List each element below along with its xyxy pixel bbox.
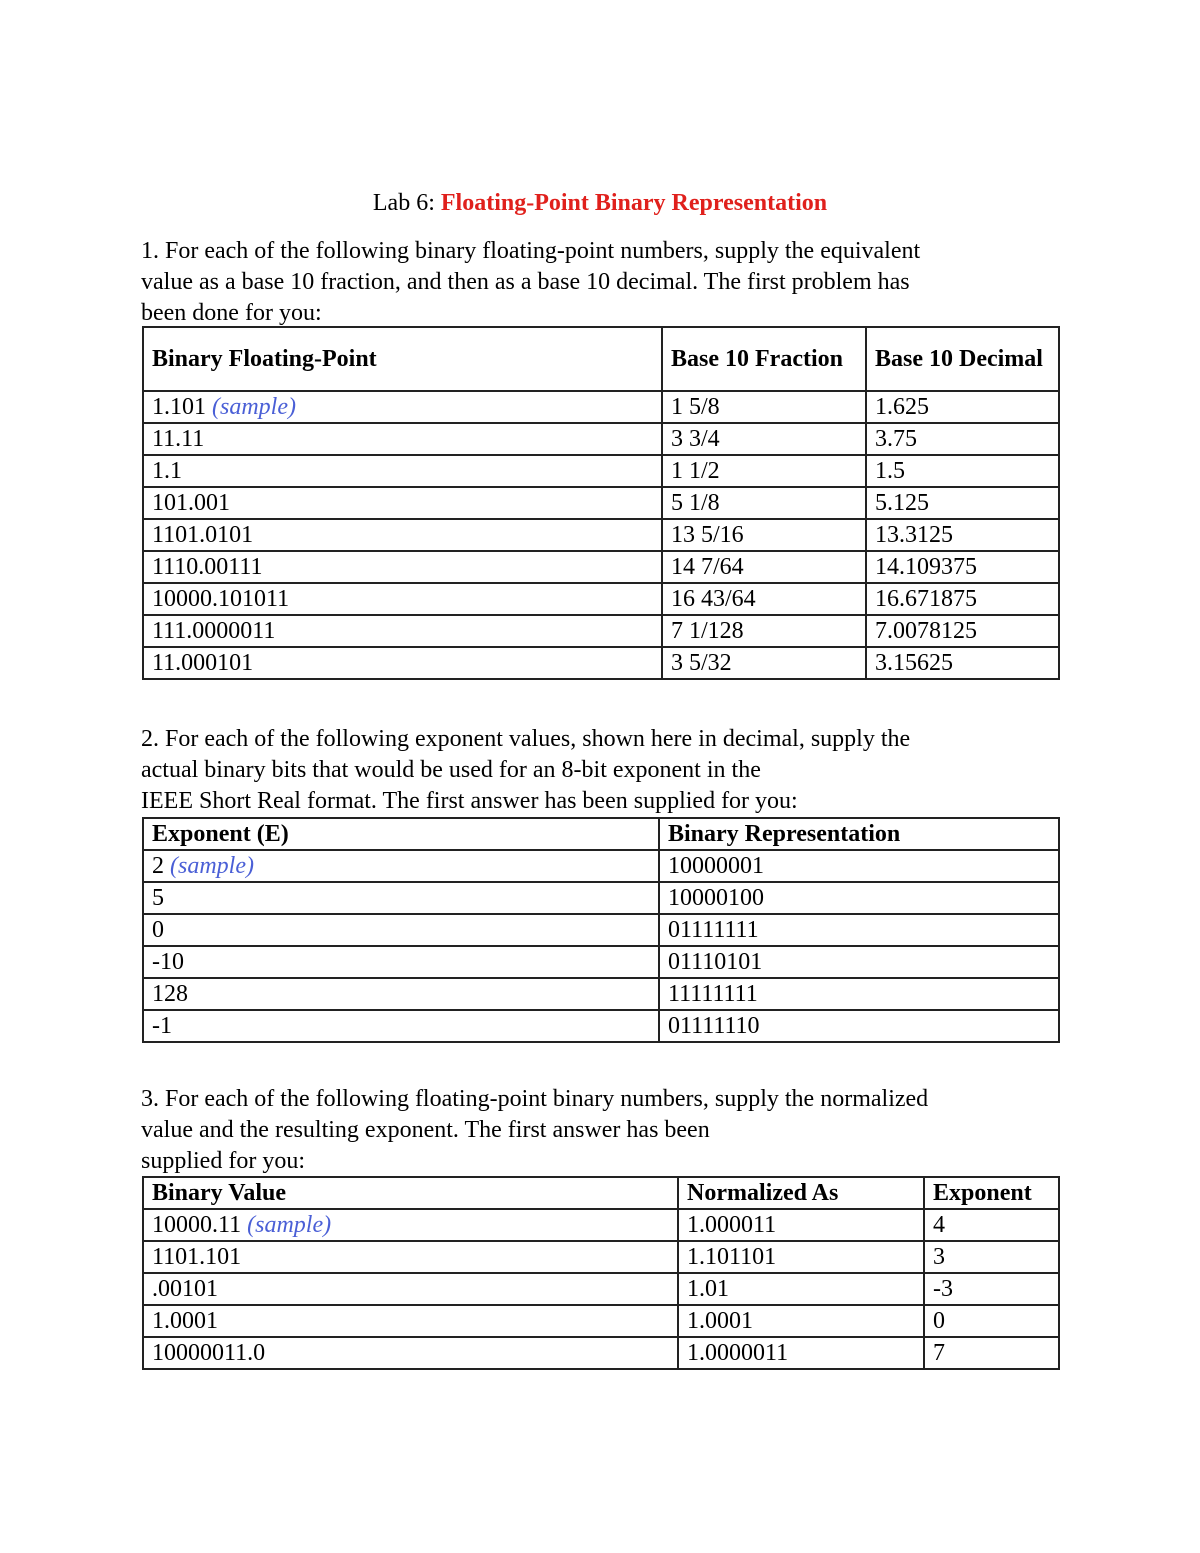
binary-representation-cell: 01111110 — [659, 1010, 1059, 1042]
table-row — [143, 1241, 1059, 1273]
sample-label: (sample) — [212, 394, 296, 420]
decimal-cell: 7.0078125 — [866, 615, 1059, 647]
table-row — [143, 882, 1059, 914]
binary-cell: 11.000101 — [143, 647, 662, 679]
fraction-cell: 7 1/128 — [662, 615, 866, 647]
binary-value-cell: 1.0001 — [143, 1305, 678, 1337]
exponent-cell: 7 — [924, 1337, 1059, 1369]
table-row — [143, 1305, 1059, 1337]
sample-label: (sample) — [247, 1212, 332, 1238]
binary-representation-cell: 01111111 — [659, 914, 1059, 946]
decimal-cell: 14.109375 — [866, 551, 1059, 583]
normalized-cell: 1.01 — [678, 1273, 924, 1305]
exponent-cell: -1 — [143, 1010, 659, 1042]
decimal-cell: 13.3125 — [866, 519, 1059, 551]
question-line: been done for you: — [141, 300, 322, 326]
normalized-cell: 1.0001 — [678, 1305, 924, 1337]
table-row — [143, 1337, 1059, 1369]
decimal-cell: 3.75 — [866, 423, 1059, 455]
binary-representation-cell: 01110101 — [659, 946, 1059, 978]
header-exponent: Exponent — [924, 1177, 1059, 1209]
exponent-cell — [143, 850, 659, 882]
page-title — [0, 186, 1200, 220]
exponent-table — [142, 817, 1060, 1043]
table-row — [143, 455, 1059, 487]
binary-cell: 10000.101011 — [143, 583, 662, 615]
question-1-text — [141, 236, 1061, 329]
normalized-cell: 1.101101 — [678, 1241, 924, 1273]
normalized-cell: 1.0000011 — [678, 1337, 924, 1369]
fraction-cell: 14 7/64 — [662, 551, 866, 583]
question-line: 3. For each of the following floating-point binary numbers, supply the normalized — [141, 1086, 929, 1112]
header-base10-fraction: Base 10 Fraction — [662, 327, 866, 391]
table-row — [143, 391, 1059, 423]
normalization-table — [142, 1176, 1060, 1370]
decimal-cell: 3.15625 — [866, 647, 1059, 679]
binary-value: 10000.11 — [152, 1212, 242, 1238]
question-line: supplied for you: — [141, 1148, 305, 1174]
title-prefix: Lab 6: — [372, 190, 435, 216]
binary-cell: 1110.00111 — [143, 551, 662, 583]
header-binary-value: Binary Value — [143, 1177, 678, 1209]
exponent-cell: 0 — [924, 1305, 1059, 1337]
binary-cell: 111.0000011 — [143, 615, 662, 647]
header-binary-representation: Binary Representation — [659, 818, 1059, 850]
binary-cell: 101.001 — [143, 487, 662, 519]
decimal-cell: 1.5 — [866, 455, 1059, 487]
header-base10-decimal: Base 10 Decimal — [866, 327, 1059, 391]
table-row — [143, 850, 1059, 882]
binary-value: 1.101 — [152, 394, 206, 420]
fraction-cell: 1 1/2 — [662, 455, 866, 487]
table-row — [143, 946, 1059, 978]
question-line: 1. For each of the following binary floating-point numbers, supply the equivalent — [141, 238, 921, 264]
fraction-cell: 5 1/8 — [662, 487, 866, 519]
header-normalized-as: Normalized As — [678, 1177, 924, 1209]
binary-cell: 1.1 — [143, 455, 662, 487]
table-row — [143, 1273, 1059, 1305]
binary-cell: 1101.0101 — [143, 519, 662, 551]
exponent-value: 2 — [152, 853, 164, 879]
binary-representation-cell: 11111111 — [659, 978, 1059, 1010]
question-line: value as a base 10 fraction, and then as a base 10 decimal. The first problem has — [141, 269, 910, 295]
table-row — [143, 519, 1059, 551]
exponent-cell: 0 — [143, 914, 659, 946]
binary-value-cell: 1101.101 — [143, 1241, 678, 1273]
normalized-cell: 1.000011 — [678, 1209, 924, 1241]
exponent-cell: 4 — [924, 1209, 1059, 1241]
binary-value-cell — [143, 1209, 678, 1241]
exponent-cell: 5 — [143, 882, 659, 914]
header-binary-floating-point: Binary Floating-Point — [143, 327, 662, 391]
question-2-text — [141, 724, 1061, 817]
fraction-cell: 3 3/4 — [662, 423, 866, 455]
binary-representation-cell: 10000001 — [659, 850, 1059, 882]
binary-representation-cell: 10000100 — [659, 882, 1059, 914]
title-highlight: Floating-Point Binary Representation — [440, 190, 828, 216]
sample-label: (sample) — [170, 853, 254, 879]
table-header-row — [143, 818, 1059, 850]
table-row — [143, 1010, 1059, 1042]
question-line: IEEE Short Real format. The first answer has been supplied for you: — [141, 788, 798, 814]
fraction-cell: 1 5/8 — [662, 391, 866, 423]
exponent-cell: 3 — [924, 1241, 1059, 1273]
binary-value-cell: .00101 — [143, 1273, 678, 1305]
table-header-row — [143, 327, 1059, 391]
question-line: actual binary bits that would be used for an 8-bit exponent in the — [141, 757, 761, 783]
exponent-cell: -10 — [143, 946, 659, 978]
table-row — [143, 487, 1059, 519]
fraction-cell: 3 5/32 — [662, 647, 866, 679]
exponent-cell: -3 — [924, 1273, 1059, 1305]
table-row — [143, 551, 1059, 583]
table-row — [143, 914, 1059, 946]
question-line: value and the resulting exponent. The first answer has been — [141, 1117, 710, 1143]
decimal-cell: 16.671875 — [866, 583, 1059, 615]
header-exponent: Exponent (E) — [143, 818, 659, 850]
table-row — [143, 615, 1059, 647]
fraction-cell: 13 5/16 — [662, 519, 866, 551]
question-3-text — [141, 1084, 1061, 1177]
decimal-cell: 5.125 — [866, 487, 1059, 519]
table-row — [143, 423, 1059, 455]
table-row — [143, 647, 1059, 679]
table-row — [143, 583, 1059, 615]
table-row — [143, 1209, 1059, 1241]
binary-cell — [143, 391, 662, 423]
table-header-row — [143, 1177, 1059, 1209]
question-line: 2. For each of the following exponent values, shown here in decimal, supply the — [141, 726, 911, 752]
binary-cell: 11.11 — [143, 423, 662, 455]
binary-value-cell: 10000011.0 — [143, 1337, 678, 1369]
fraction-cell: 16 43/64 — [662, 583, 866, 615]
binary-fraction-table — [142, 326, 1060, 680]
exponent-cell: 128 — [143, 978, 659, 1010]
table-row — [143, 978, 1059, 1010]
decimal-cell: 1.625 — [866, 391, 1059, 423]
